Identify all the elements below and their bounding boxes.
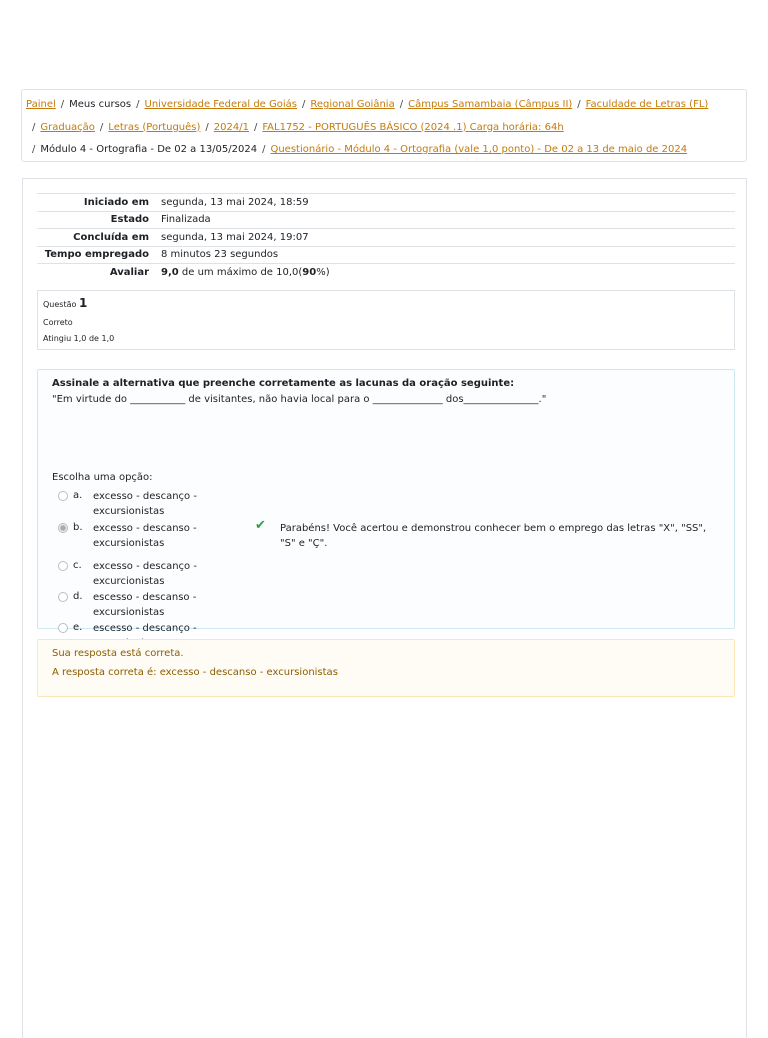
answer-text: excesso - descanço - excurcionistas [93,561,197,587]
breadcrumb-separator: / [253,121,258,133]
radio-icon[interactable] [58,561,68,571]
summary-row-time [37,246,735,264]
question-number-value: 1 [78,296,88,310]
breadcrumb-course-link[interactable]: FAL1752 - PORTUGUÊS BÁSICO (2024 .1) Carga horária: 64h [262,121,564,133]
grade-end: %) [316,267,330,278]
breadcrumb-separator: / [136,99,140,110]
completed-label: Concluída em [73,231,149,243]
radio-icon[interactable] [58,623,68,633]
breadcrumb-separator: / [399,99,404,110]
breadcrumb-quiz-link[interactable]: Questionário - Módulo 4 - Ortografia (vale 1,0 ponto) - De 02 a 13 de maio de 2024 [270,144,688,155]
grade-score: 9,0 [161,267,179,278]
summary-row-state [37,211,735,229]
answer-feedback: Parabéns! Você acertou e demonstrou conhecer bem o emprego das letras "X", "SS", "S" e "Ç". [280,523,707,549]
breadcrumb-faculty-link[interactable]: Faculdade de Letras (FL) [585,99,709,110]
breadcrumb-meus-cursos: Meus cursos [69,99,132,110]
breadcrumb-separator: / [205,121,209,133]
radio-icon[interactable] [58,523,68,533]
started-label: Iniciado em [83,196,149,208]
answer-letter: c. [73,560,82,571]
answer-option-a[interactable] [52,488,722,519]
breadcrumb-module: Módulo 4 - Ortografia - De 02 a 13/05/2024 [40,144,258,155]
state-label: Estado [110,214,149,226]
time-label: Tempo empregado [44,249,149,261]
breadcrumb-separator: / [60,99,65,110]
answer-text: excesso - descanço - excursionistas [93,491,197,517]
radio-icon[interactable] [58,592,68,602]
question-text: "Em virtude do ___________ de visitantes, não havia local para o ______________ dos_______________." [52,394,547,405]
answer-text: escesso - descanso - excursionistas [93,592,197,618]
breadcrumb-separator: / [577,99,581,110]
answer-option-c[interactable] [52,558,722,589]
time-value: 8 minutos 23 segundos [161,249,279,261]
grade-percent: 90 [302,267,317,278]
breadcrumb-separator: / [32,144,36,155]
answer-text: excesso - descanso - excursionistas [93,523,197,549]
question-mark: Atingiu 1,0 de 1,0 [43,333,115,343]
question-title: Assinale a alternativa que preenche corretamente as lacunas da oração seguinte: [52,378,515,389]
question-info-box [37,290,735,350]
grade-value [155,264,735,282]
breadcrumb-painel-link[interactable]: Painel [26,99,56,110]
breadcrumb-campus-link[interactable]: Câmpus Samambaia (Câmpus II) [408,99,573,110]
breadcrumb-line-2 [26,117,742,140]
breadcrumb-separator: / [99,121,104,133]
question-formulation [37,369,735,634]
answer-option-d[interactable] [52,589,722,620]
question-outcome [37,639,735,697]
state-value: Finalizada [161,214,211,226]
breadcrumb-separator: / [302,99,306,110]
breadcrumb-line-1 [26,94,742,117]
attempt-summary-table [37,193,735,281]
answer-letter: d. [73,591,83,602]
question-label: Questão [43,300,77,309]
answer-letter: e. [73,622,83,633]
grade-label: Avaliar [109,267,149,278]
breadcrumb-line-3 [26,139,742,162]
breadcrumb-university-link[interactable]: Universidade Federal de Goiás [144,99,297,110]
summary-row-started [37,194,735,212]
breadcrumb-semester-link[interactable]: 2024/1 [213,121,249,133]
summary-row-completed [37,229,735,247]
answer-text: escesso - descanço - [93,623,197,634]
breadcrumb [21,89,747,162]
right-answer: A resposta correta é: excesso - descanso - excursionistas [52,667,338,678]
answer-option-b[interactable] [52,520,722,558]
question-number [43,296,729,312]
answer-options [52,488,722,651]
started-value: segunda, 13 mai 2024, 18:59 [161,196,309,208]
check-icon: ✔ [255,518,266,533]
grade-middle: de um máximo de 10,0( [178,267,303,278]
radio-icon[interactable] [58,491,68,501]
quiz-review-region [22,178,747,1038]
answer-prompt: Escolha uma opção: [52,472,153,483]
question-status: Correto [43,317,73,327]
breadcrumb-letras-link[interactable]: Letras (Português) [108,121,201,133]
answer-letter: a. [73,490,83,501]
breadcrumb-separator: / [262,144,266,155]
breadcrumb-graduacao-link[interactable]: Graduação [40,121,95,133]
completed-value: segunda, 13 mai 2024, 19:07 [161,231,309,243]
answer-letter: b. [73,522,83,533]
correct-message: Sua resposta está correta. [52,648,184,659]
summary-row-grade [37,264,735,282]
breadcrumb-regional-link[interactable]: Regional Goiânia [310,99,395,110]
breadcrumb-separator: / [32,121,36,133]
